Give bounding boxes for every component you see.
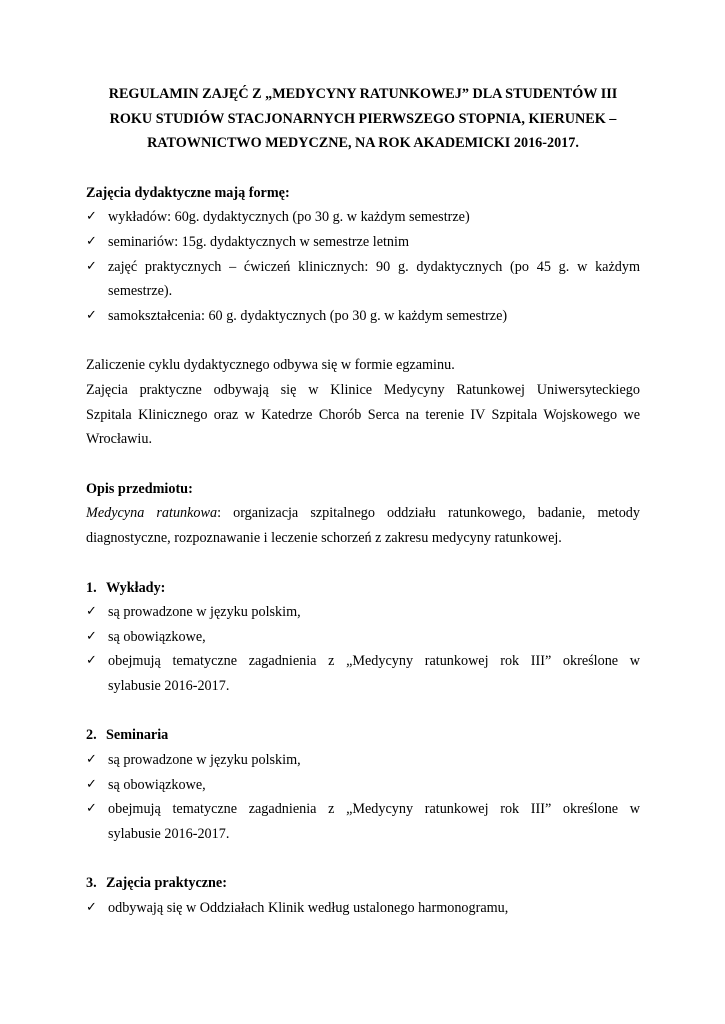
checkmark-icon: ✓ <box>86 307 97 323</box>
description-line-1-rest: : organizacja szpitalnego oddziału ratunkowego, badanie, metody <box>217 505 640 522</box>
section-title: Wykłady: <box>106 579 166 596</box>
title-line-3: RATOWNICTWO MEDYCZNE, NA ROK AKADEMICKI 2016-2017. <box>147 135 579 152</box>
list-item-text: zajęć praktycznych – ćwiczeń klinicznych: 90 g. dydaktycznych (po 45 g. w każdym <box>108 258 640 275</box>
section-number: 3. <box>86 875 97 892</box>
list-item <box>86 748 640 773</box>
list-item-text-cont: sylabusie 2016-2017. <box>108 825 230 842</box>
checkmark-icon: ✓ <box>86 801 97 817</box>
list-item-text: seminariów: 15g. dydaktycznych w semestrze letnim <box>108 233 410 250</box>
checkmark-icon: ✓ <box>86 233 97 249</box>
section-title: Zajęcia praktyczne: <box>106 875 227 892</box>
checkmark-icon: ✓ <box>86 604 97 620</box>
list-item-text: są obowiązkowe, <box>108 776 206 793</box>
list-item-text: są prowadzone w języku polskim, <box>108 604 301 621</box>
description-heading: Opis przedmiotu: <box>86 480 193 497</box>
checkmark-icon: ✓ <box>86 628 97 644</box>
checkmark-icon: ✓ <box>86 653 97 669</box>
title-line-1: REGULAMIN ZAJĘĆ Z „MEDYCYNY RATUNKOWEJ” DLA STUDENTÓW III <box>108 86 618 102</box>
location-text-line-3: Wrocławiu. <box>86 431 153 448</box>
section-heading-practical <box>86 871 640 896</box>
list-item-text: są prowadzone w języku polskim, <box>108 752 301 769</box>
location-text-line-2: Szpitala Klinicznego oraz w Katedrze Chorób Serca na terenie IV Szpitala Wojskowego we <box>86 406 640 423</box>
list-item-text: są obowiązkowe, <box>108 628 206 645</box>
seminars-list <box>86 748 640 846</box>
checkmark-icon: ✓ <box>86 209 97 225</box>
checkmark-icon: ✓ <box>86 776 97 792</box>
section-title: Seminaria <box>106 727 169 744</box>
list-item-text: wykładów: 60g. dydaktycznych (po 30 g. w każdym semestrze) <box>108 209 470 226</box>
list-item-text: obejmują tematyczne zagadnienia z „Medycyny ratunkowej rok III” określone w <box>108 801 640 818</box>
section-heading-lectures <box>86 576 640 601</box>
checkmark-icon: ✓ <box>86 752 97 768</box>
list-item-text: obejmują tematyczne zagadnienia z „Medycyny ratunkowej rok III” określone w <box>108 653 640 670</box>
section-number: 2. <box>86 727 97 744</box>
description-term: Medycyna ratunkowa <box>86 505 218 522</box>
list-item <box>86 625 640 650</box>
list-item-text: odbywają się w Oddziałach Klinik według ustalonego harmonogramu, <box>108 900 509 917</box>
section-number: 1. <box>86 579 97 596</box>
description-line-1 <box>86 501 640 526</box>
document-page <box>86 82 640 921</box>
practical-list <box>86 896 640 921</box>
list-item-text: samokształcenia: 60 g. dydaktycznych (po 30 g. w każdym semestrze) <box>108 307 508 324</box>
lectures-list <box>86 600 640 698</box>
section-heading-seminars <box>86 723 640 748</box>
document-title <box>86 82 640 156</box>
list-item <box>86 304 640 329</box>
list-item <box>86 205 640 230</box>
list-item <box>86 255 640 304</box>
description-line-2: diagnostyczne, rozpoznawanie i leczenie schorzeń z zakresu medycyny ratunkowej. <box>86 529 562 546</box>
list-item <box>86 230 640 255</box>
list-item <box>86 797 640 846</box>
list-item <box>86 896 640 921</box>
checkmark-icon: ✓ <box>86 258 97 274</box>
list-item <box>86 600 640 625</box>
checkmark-icon: ✓ <box>86 900 97 916</box>
completion-text: Zaliczenie cyklu dydaktycznego odbywa się w formie egzaminu. <box>86 357 455 374</box>
list-item <box>86 649 640 698</box>
forms-list <box>86 205 640 328</box>
forms-heading: Zajęcia dydaktyczne mają formę: <box>86 184 290 201</box>
list-item-text-cont: semestrze). <box>108 283 173 300</box>
title-line-2: ROKU STUDIÓW STACJONARNYCH PIERWSZEGO STOPNIA, KIERUNEK – <box>109 110 617 127</box>
location-text-line-1: Zajęcia praktyczne odbywają się w Klinice Medycyny Ratunkowej Uniwersyteckiego <box>86 381 640 398</box>
list-item-text-cont: sylabusie 2016-2017. <box>108 677 230 694</box>
list-item <box>86 773 640 798</box>
